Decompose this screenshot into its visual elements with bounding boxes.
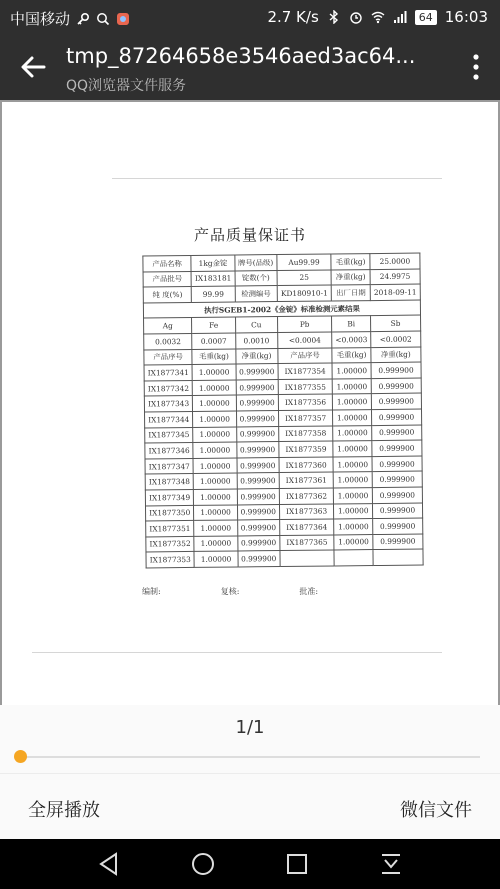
table-cell: IX1877354 — [278, 363, 333, 379]
table-cell: <0.0002 — [371, 331, 421, 347]
table-cell: 1.00000 — [194, 504, 237, 520]
table-cell: 0.999900 — [373, 518, 423, 534]
table-cell: 出厂日期 — [332, 285, 371, 301]
table-cell: 0.999900 — [236, 426, 278, 442]
table-cell: Cu — [235, 317, 277, 333]
table-row — [146, 549, 423, 567]
table-cell: 产品批号 — [143, 271, 192, 287]
table-cell: Pb — [277, 316, 332, 332]
table-cell: Fe — [192, 317, 235, 333]
table-cell: 0.999900 — [236, 442, 278, 458]
document-viewer[interactable] — [0, 100, 500, 705]
page-slider-thumb[interactable] — [14, 750, 27, 763]
table-cell: 产品序号 — [278, 348, 333, 364]
table-cell: 毛重(kg) — [332, 347, 371, 363]
app-notification-icon — [116, 12, 130, 26]
table-cell: IX1877342 — [144, 380, 193, 396]
back-arrow-icon[interactable] — [18, 52, 48, 82]
table-cell: 0.999900 — [236, 395, 278, 411]
table-cell: 0.999900 — [372, 425, 422, 441]
approved-by-label: 批准: — [299, 587, 319, 596]
key-icon — [76, 12, 90, 26]
more-menu-icon[interactable] — [472, 52, 480, 82]
wechat-file-button[interactable]: 微信文件 — [400, 800, 472, 821]
table-cell: 1.00000 — [333, 410, 372, 426]
table-cell: 0.999900 — [237, 504, 279, 520]
table-cell: 纯 度(%) — [143, 287, 192, 303]
table-cell: 0.999900 — [372, 503, 422, 519]
nav-home-icon[interactable] — [188, 849, 218, 879]
table-cell: 24.9975 — [370, 269, 420, 285]
table-cell: IX1877356 — [278, 394, 333, 410]
table-cell: 0.999900 — [237, 535, 279, 551]
table-cell: 净重(kg) — [331, 269, 370, 285]
signal-icon — [393, 10, 407, 24]
table-cell: 0.0010 — [235, 333, 277, 349]
table-cell: IX1877351 — [146, 521, 195, 537]
service-subtitle: QQ浏览器文件服务 — [66, 78, 187, 94]
table-cell: IX1877348 — [145, 474, 194, 490]
table-cell: 0.999900 — [371, 393, 421, 409]
table-cell: IX1877349 — [145, 489, 194, 505]
table-cell: IX1877365 — [280, 535, 335, 551]
table-cell: IX1877357 — [278, 410, 333, 426]
table-cell — [373, 549, 423, 565]
table-cell: 1.00000 — [334, 503, 373, 519]
table-cell — [280, 550, 335, 566]
battery-icon: 64 — [415, 10, 437, 25]
table-cell: IX1877360 — [279, 457, 334, 473]
status-bar — [0, 0, 500, 34]
table-cell: 0.999900 — [372, 487, 422, 503]
table-cell: Bi — [332, 316, 371, 332]
table-cell: Ag — [144, 318, 193, 334]
table-cell: 1.00000 — [193, 427, 236, 443]
table-cell — [334, 550, 373, 566]
table-cell: 0.999900 — [372, 440, 422, 456]
table-cell: 1.00000 — [193, 442, 236, 458]
table-cell: 0.999900 — [372, 471, 422, 487]
nav-back-icon[interactable] — [94, 849, 124, 879]
scan-artifact-line — [112, 178, 442, 179]
alarm-icon — [349, 10, 363, 24]
system-nav-bar — [0, 839, 500, 889]
table-cell: 1.00000 — [333, 425, 372, 441]
table-cell: 0.999900 — [237, 520, 279, 536]
table-cell: 2018-09-11 — [370, 284, 420, 300]
file-title: tmp_87264658e3546aed3ac64... — [66, 44, 416, 68]
table-cell: 1.00000 — [334, 487, 373, 503]
table-cell: 1.00000 — [194, 551, 237, 567]
table-cell: 1.00000 — [192, 364, 235, 380]
bottom-actions — [0, 773, 500, 840]
table-cell: IX1877347 — [145, 458, 194, 474]
table-cell: <0.0004 — [277, 332, 332, 348]
document-title: 产品质量保证书 — [193, 226, 306, 244]
signature-row — [142, 586, 422, 597]
table-cell: 0.999900 — [371, 409, 421, 425]
table-cell: 0.0007 — [192, 333, 235, 349]
table-cell: IX1877361 — [279, 472, 334, 488]
nav-recents-icon[interactable] — [282, 849, 312, 879]
app-bar — [0, 34, 500, 100]
table-cell: 0.999900 — [237, 457, 279, 473]
table-cell: 25.0000 — [370, 253, 420, 269]
table-cell: IX183181 — [191, 271, 234, 287]
table-cell: 1.00000 — [332, 363, 371, 379]
table-cell: 0.999900 — [236, 410, 278, 426]
table-cell: 99.99 — [192, 286, 235, 302]
table-cell: IX1877346 — [145, 443, 194, 459]
nav-notification-pull-icon[interactable] — [376, 849, 406, 879]
table-cell: IX1877341 — [144, 365, 193, 381]
table-cell: 1.00000 — [333, 456, 372, 472]
table-cell: IX1877344 — [145, 411, 194, 427]
page-slider-track[interactable] — [20, 756, 480, 758]
table-cell: IX1877345 — [145, 427, 194, 443]
table-cell: IX1877350 — [145, 505, 194, 521]
table-cell: Sb — [370, 315, 420, 331]
table-cell: 1kg金锭 — [191, 255, 234, 271]
table-cell: 1.00000 — [333, 394, 372, 410]
table-cell: IX1877355 — [278, 379, 333, 395]
bluetooth-icon — [327, 10, 341, 24]
table-cell: IX1877353 — [146, 552, 195, 568]
table-cell: <0.0003 — [332, 332, 371, 348]
table-cell: 1.00000 — [334, 534, 373, 550]
table-cell: 1.00000 — [194, 473, 237, 489]
table-cell: 0.999900 — [236, 379, 278, 395]
table-cell: 0.999900 — [372, 456, 422, 472]
table-cell: 1.00000 — [333, 441, 372, 457]
standard-title: 执行SGEB1-2002《金锭》标准检测元素结果 — [143, 300, 420, 318]
table-cell: 毛重(kg) — [331, 254, 370, 270]
table-cell: 1.00000 — [194, 520, 237, 536]
table-cell: 锭数(个) — [235, 270, 277, 286]
table-cell: IX1877352 — [146, 536, 195, 552]
table-cell: 1.00000 — [334, 519, 373, 535]
table-cell: 0.999900 — [237, 473, 279, 489]
pager — [0, 705, 500, 773]
table-cell: 1.00000 — [193, 380, 236, 396]
table-cell: 1.00000 — [193, 395, 236, 411]
table-cell: 1.00000 — [193, 458, 236, 474]
scan-artifact-line — [32, 652, 442, 653]
table-cell: KD180910-1 — [277, 285, 332, 301]
table-cell: 检测编号 — [235, 286, 277, 302]
table-cell: 1.00000 — [194, 536, 237, 552]
table-cell: 1.00000 — [334, 472, 373, 488]
table-cell: 25 — [277, 270, 332, 286]
table-cell: Au99.99 — [277, 254, 332, 270]
table-cell: 毛重(kg) — [192, 349, 235, 365]
table-cell: IX1877363 — [279, 503, 334, 519]
network-speed: 2.7 K/s — [267, 8, 319, 26]
table-cell: 0.999900 — [371, 362, 421, 378]
table-cell: IX1877358 — [278, 426, 333, 442]
table-cell: IX1877364 — [279, 519, 334, 535]
table-cell: IX1877362 — [279, 488, 334, 504]
clock: 16:03 — [444, 8, 488, 26]
table-cell: 产品序号 — [144, 349, 193, 365]
table-cell: IX1877343 — [144, 396, 193, 412]
table-cell: 净重(kg) — [235, 348, 277, 364]
table-cell: 0.999900 — [236, 364, 278, 380]
quality-certificate-table — [142, 253, 423, 569]
table-cell: IX1877359 — [279, 441, 334, 457]
prepared-by-label: 编制: — [142, 587, 161, 596]
fullscreen-button[interactable]: 全屏播放 — [28, 800, 100, 821]
table-cell: 0.999900 — [237, 488, 279, 504]
page-indicator: 1/1 — [235, 717, 265, 738]
table-cell: 0.999900 — [238, 551, 280, 567]
reviewed-by-label: 复核: — [220, 587, 240, 596]
table-cell: 牌号(品级) — [235, 255, 277, 271]
table-cell: 1.00000 — [194, 489, 237, 505]
table-cell: 净重(kg) — [371, 347, 421, 363]
table-cell: 0.999900 — [373, 534, 423, 550]
carrier-label: 中国移动 — [10, 10, 71, 28]
table-cell: 0.999900 — [371, 378, 421, 394]
table-cell: 产品名称 — [143, 255, 192, 271]
table-cell: 1.00000 — [333, 378, 372, 394]
wifi-icon — [371, 10, 385, 24]
table-cell: 1.00000 — [193, 411, 236, 427]
table-cell: 0.0032 — [144, 333, 193, 349]
chat-search-icon — [96, 12, 110, 26]
document-page — [2, 102, 498, 705]
